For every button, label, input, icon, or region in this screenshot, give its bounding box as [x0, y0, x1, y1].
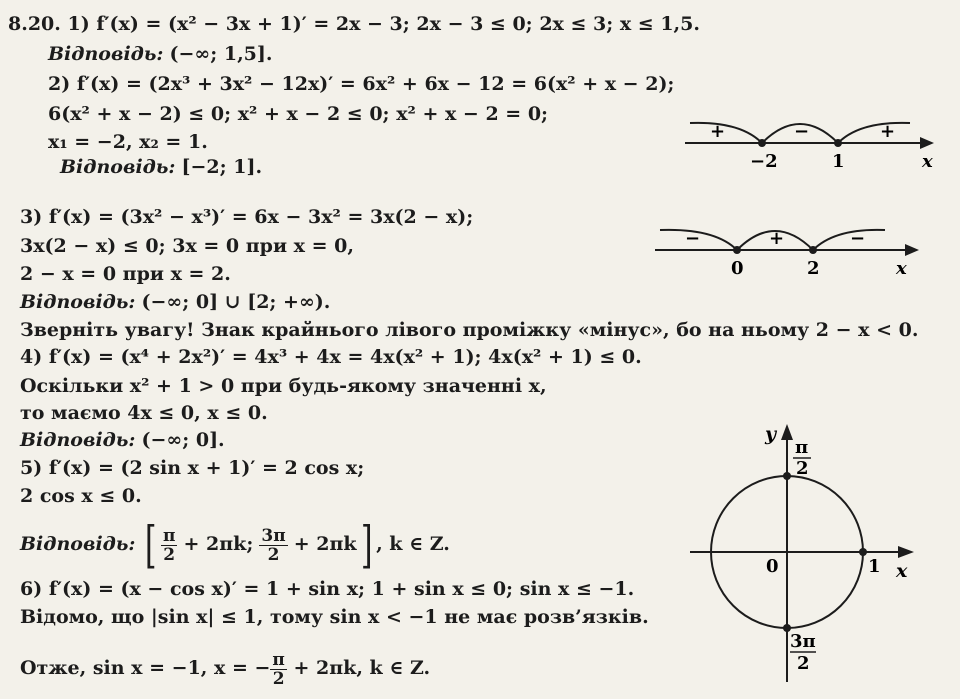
sign-label: −	[850, 228, 866, 249]
y-axis-label: y	[765, 423, 777, 445]
y-axis-arrow	[781, 424, 793, 440]
answer-label: Відповідь:	[20, 429, 136, 451]
x-axis-arrow	[898, 546, 914, 558]
point-top	[783, 472, 791, 480]
answer-value: (−∞; 0].	[141, 429, 225, 451]
point-marker	[758, 139, 766, 147]
sign-label: +	[880, 121, 896, 142]
part-1-answer	[48, 42, 273, 66]
point-one	[859, 548, 867, 556]
fraction	[270, 651, 286, 688]
part-4-text1: f′(x) = (x⁴ + 2x²)′ = 4x³ + 4x = 4x(x² + 1); 4x(x² + 1) ≤ 0.	[48, 346, 642, 368]
sign-arc-left	[690, 123, 762, 143]
part-6-line1	[20, 577, 634, 601]
sign-arc-right	[838, 123, 910, 143]
part-3-line3: 2 − x = 0 при x = 2.	[20, 263, 231, 285]
top-angle-numerator: π	[795, 437, 809, 458]
part-6-text1: f′(x) = (x − cos x)′ = 1 + sin x; 1 + sin x ≤ 0; sin x ≤ −1.	[48, 578, 635, 600]
part-1-line1: f′(x) = (x² − 3x + 1)′ = 2x − 3; 2x − 3 ≤ 0; 2x ≤ 3; x ≤ 1,5.	[96, 13, 701, 35]
point-marker	[809, 246, 817, 254]
part-6-line3	[20, 648, 430, 688]
part-5-line1	[20, 456, 364, 480]
point-label: 2	[807, 258, 820, 279]
part-3-line1	[20, 205, 473, 229]
part-4-line2: Оскільки x² + 1 > 0 при будь-якому значенні x,	[20, 375, 547, 397]
part-2-line3: x₁ = −2, x₂ = 1.	[48, 131, 208, 153]
left-bracket: [	[145, 516, 158, 574]
part-4-label: 4)	[20, 346, 43, 368]
point-label: −2	[750, 151, 778, 172]
part-6-label: 6)	[20, 578, 43, 600]
origin-label: 0	[766, 556, 779, 577]
top-angle-denominator: 2	[796, 458, 809, 479]
answer-part: + 2πk;	[183, 533, 254, 555]
answer-label: Відповідь:	[20, 533, 136, 555]
sign-label: +	[710, 121, 726, 142]
sign-arc-right	[813, 230, 885, 250]
fraction	[161, 527, 177, 564]
part-4-answer	[20, 428, 225, 452]
part-2-line1	[48, 72, 674, 96]
part-3-line2: 3x(2 − x) ≤ 0; 3x = 0 при x = 0,	[20, 235, 354, 257]
part-6-text3-start: Отже, sin x = −1, x = −	[20, 657, 271, 679]
sign-diagram-part-3	[650, 212, 940, 287]
answer-label: Відповідь:	[48, 43, 164, 65]
sign-label: +	[769, 228, 785, 249]
axis-arrow	[920, 137, 934, 149]
part-2-line2: 6(x² + x − 2) ≤ 0; x² + x − 2 ≤ 0; x² + x − 2 = 0;	[48, 103, 549, 125]
fraction-denominator: 2	[272, 668, 285, 689]
part-6-text3-end: + 2πk, k ∈ Z.	[293, 657, 431, 679]
bottom-angle-numerator: 3π	[790, 631, 816, 652]
part-5-text1: f′(x) = (2 sin x + 1)′ = 2 cos x;	[48, 457, 365, 479]
sign-label: −	[685, 228, 701, 249]
part-5-answer	[20, 516, 450, 574]
fraction-numerator: 3π	[261, 525, 286, 546]
axis-arrow	[905, 244, 919, 256]
part-6-line2: Відомо, що |sin x| ≤ 1, тому sin x < −1 не має розв’язків.	[20, 606, 649, 628]
part-2-label: 2)	[48, 73, 71, 95]
part-3-answer	[20, 290, 330, 314]
point-label: 1	[832, 151, 845, 172]
fraction-numerator: π	[272, 649, 285, 670]
right-bracket: ]	[360, 516, 373, 574]
axis-label: x	[922, 151, 933, 172]
attention-note: Зверніть увагу! Знак крайнього лівого проміжку «мінус», бо на ньому 2 − x < 0.	[20, 319, 919, 341]
part-5-label: 5)	[20, 457, 43, 479]
part-1-label: 1)	[67, 13, 90, 35]
answer-tail: , k ∈ Z.	[376, 533, 450, 555]
answer-label: Відповідь:	[20, 291, 136, 313]
part-2-text1: f′(x) = (2x³ + 3x² − 12x)′ = 6x² + 6x − 12 = 6(x² + x − 2);	[76, 73, 675, 95]
answer-part: + 2πk	[293, 533, 357, 555]
part-4-line1	[20, 345, 642, 369]
x-axis-label: x	[896, 560, 908, 582]
fraction	[259, 527, 287, 564]
sign-label: −	[794, 121, 810, 142]
bottom-angle-denominator: 2	[797, 653, 810, 674]
fraction-numerator: π	[163, 525, 176, 546]
axis-label: x	[896, 258, 907, 279]
part-2-answer	[60, 155, 262, 179]
answer-value: [−2; 1].	[181, 156, 263, 178]
point-marker	[733, 246, 741, 254]
fraction-denominator: 2	[267, 544, 280, 565]
fraction-denominator: 2	[163, 544, 176, 565]
part-3-text1: f′(x) = (3x² − x³)′ = 6x − 3x² = 3x(2 − x);	[48, 206, 474, 228]
point-label: 0	[731, 258, 744, 279]
answer-value: (−∞; 1,5].	[169, 43, 273, 65]
part-5-line2: 2 cos x ≤ 0.	[20, 485, 142, 507]
answer-value: (−∞; 0] ∪ [2; +∞).	[141, 291, 331, 313]
unit-circle-diagram	[690, 420, 940, 690]
one-label: 1	[868, 556, 881, 577]
problem-line-1-1	[8, 12, 700, 36]
point-marker	[834, 139, 842, 147]
part-3-label: 3)	[20, 206, 43, 228]
part-4-line3: то маємо 4x ≤ 0, x ≤ 0.	[20, 402, 268, 424]
answer-label: Відповідь:	[60, 156, 176, 178]
problem-number: 8.20.	[8, 13, 61, 35]
sign-diagram-part-2	[680, 105, 940, 180]
